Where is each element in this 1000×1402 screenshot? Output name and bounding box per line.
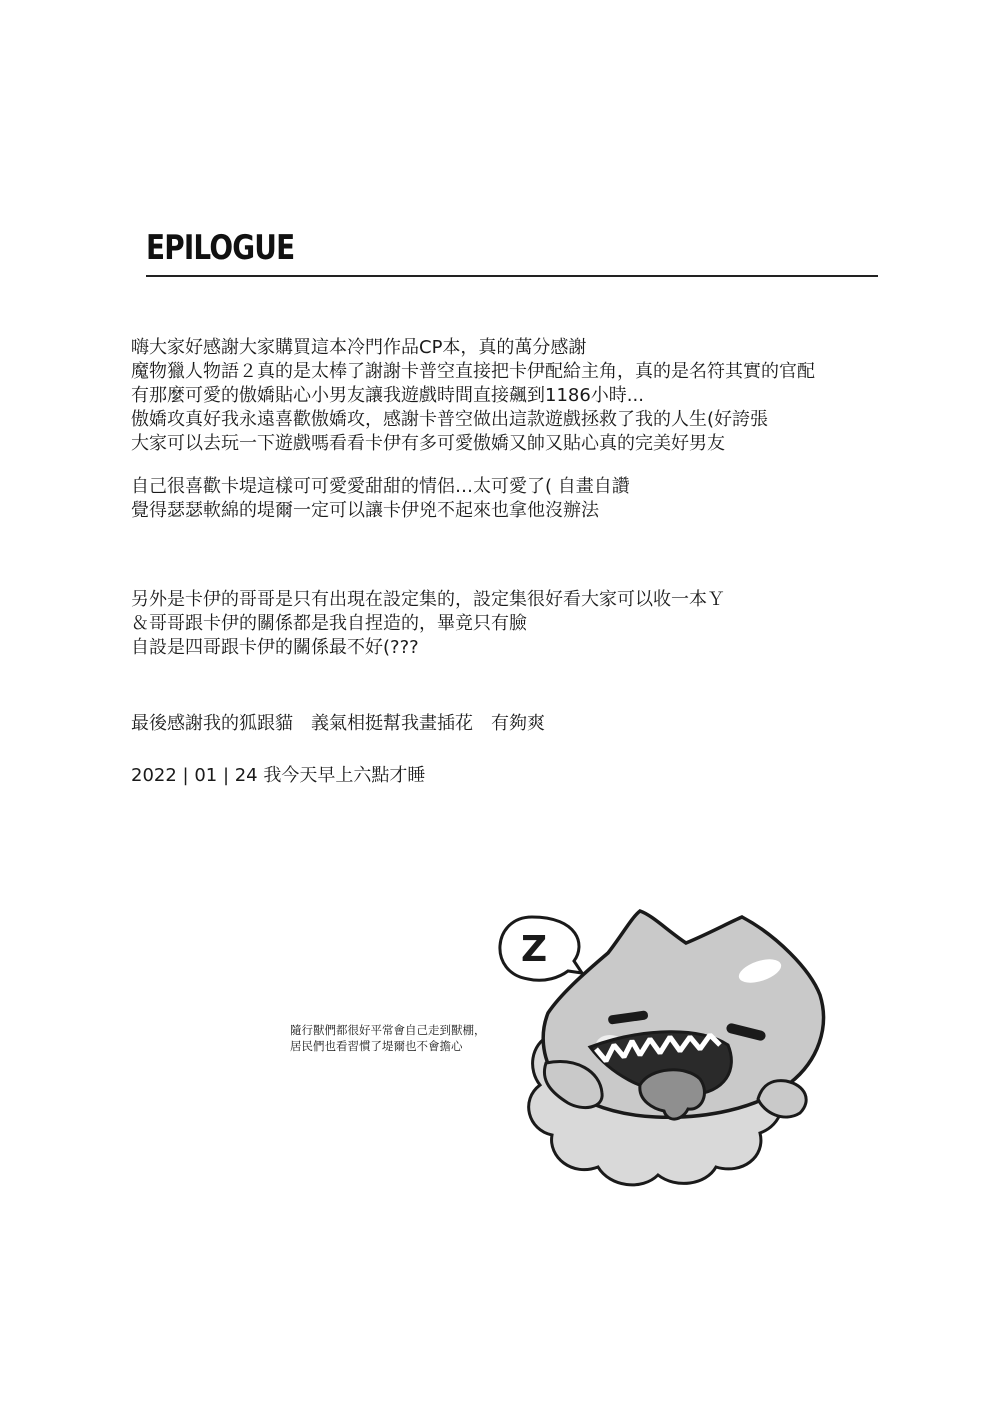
- illustration-caption: [290, 1022, 486, 1054]
- text-line: 有那麼可愛的傲嬌貼心小男友讓我遊戲時間直接飆到1186小時...: [131, 385, 644, 406]
- mascot-head: [543, 911, 823, 1119]
- paragraph-intro: [131, 336, 815, 456]
- paragraph-couple: [131, 475, 630, 523]
- text-line: 傲嬌攻真好我永遠喜歡傲嬌攻，感謝卡普空做出這款遊戲拯救了我的人生(好誇張: [131, 409, 769, 430]
- text-line: ＆哥哥跟卡伊的關係都是我自捏造的，畢竟只有臉: [131, 613, 527, 634]
- text-line: 魔物獵人物語２真的是太棒了謝謝卡普空直接把卡伊配給主角，真的是名符其實的官配: [131, 361, 815, 382]
- text-line: 另外是卡伊的哥哥是只有出現在設定集的，設定集很好看大家可以收一本Ｙ: [131, 589, 725, 610]
- text-line: 自己很喜歡卡堤這樣可可愛愛甜甜的情侶…太可愛了( 自畫自讚: [131, 476, 630, 497]
- caption-line: 隨行獸們都很好平常會自己走到獸棚，: [290, 1023, 486, 1037]
- paragraph-date: [131, 764, 425, 788]
- date-line: 2022 | 01 | 24 我今天早上六點才睡: [131, 765, 426, 786]
- text-line: 最後感謝我的狐跟貓 義氣相挺幫我畫插花 有夠爽: [131, 713, 545, 734]
- text-line: 嗨大家好感謝大家購買這本冷門作品CP本，真的萬分感謝: [131, 337, 587, 358]
- text-line: 大家可以去玩一下遊戲嗎看看卡伊有多可愛傲嬌又帥又貼心真的完美好男友: [131, 433, 725, 454]
- speech-bubble-text: Z: [520, 929, 548, 970]
- text-line: 覺得瑟瑟軟綿的堤爾一定可以讓卡伊兇不起來也拿他沒辦法: [131, 500, 599, 521]
- caption-line: 居民們也看習慣了堤爾也不會擔心: [290, 1039, 463, 1053]
- paragraph-thanks: [131, 712, 545, 736]
- page-title: EPILOGUE: [146, 228, 295, 268]
- paragraph-brother: [131, 588, 725, 660]
- sleeping-mascot-illustration: [490, 895, 840, 1195]
- speech-bubble: [500, 917, 582, 980]
- text-line: 自設是四哥跟卡伊的關係最不好(???: [131, 637, 419, 658]
- title-underline: [146, 275, 878, 277]
